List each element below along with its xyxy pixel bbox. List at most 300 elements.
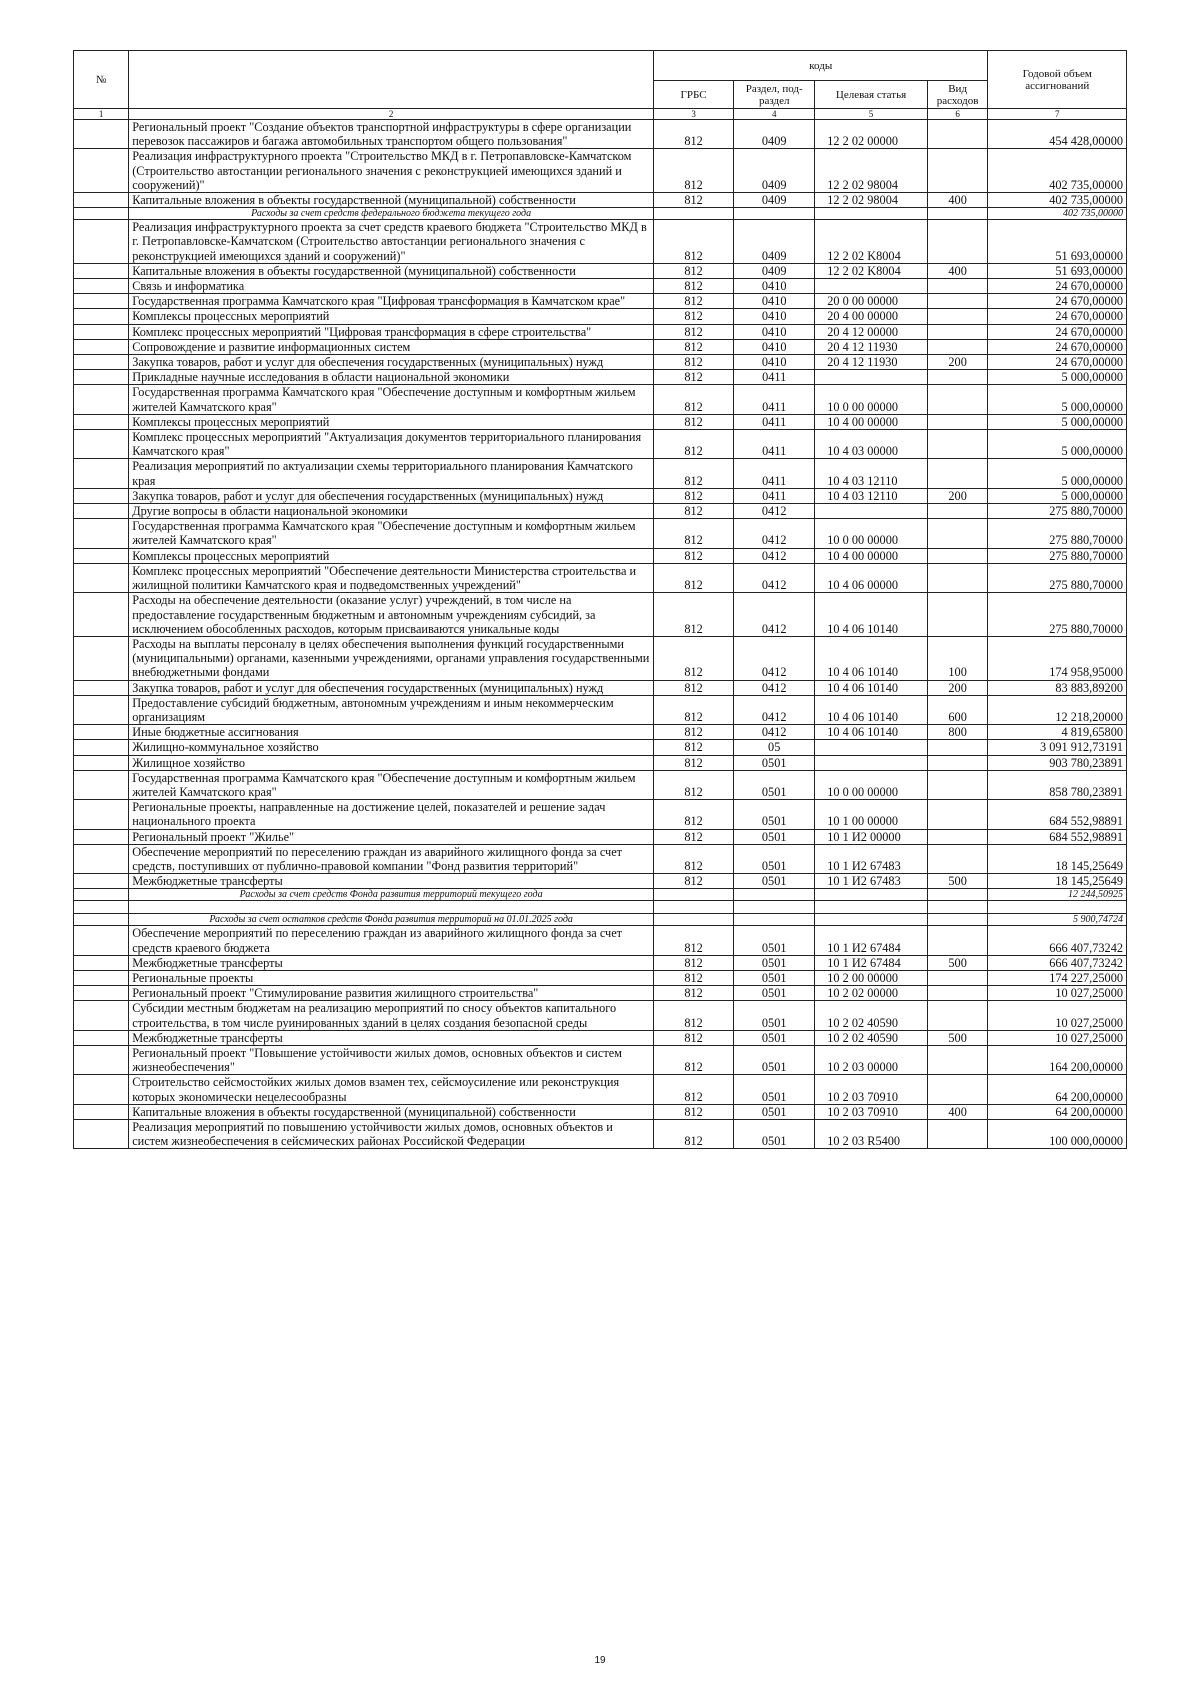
grbs-code-cell: 812	[654, 488, 734, 503]
expense-type-cell	[927, 926, 988, 955]
target-article-cell: 10 4 03 12110	[815, 488, 928, 503]
row-number-cell	[74, 459, 129, 488]
target-article-cell: 10 1 И2 67483	[815, 874, 928, 889]
grbs-code-cell: 812	[654, 1030, 734, 1045]
row-number-cell	[74, 740, 129, 755]
table-row	[74, 829, 1127, 844]
section-code-cell: 0411	[734, 370, 815, 385]
grbs-code-cell: 812	[654, 504, 734, 519]
row-number-cell	[74, 193, 129, 208]
row-number-cell	[74, 324, 129, 339]
target-article-cell: 10 0 00 00000	[815, 519, 928, 548]
annual-amount-cell: 174 227,25000	[988, 970, 1127, 985]
annual-amount-cell: 275 880,70000	[988, 563, 1127, 592]
target-article-cell: 10 2 03 00000	[815, 1045, 928, 1074]
expense-type-cell	[927, 414, 988, 429]
row-number-cell	[74, 970, 129, 985]
header-index: 7	[988, 109, 1127, 120]
expense-type-cell: 400	[927, 193, 988, 208]
expense-name-cell: Государственная программа Камчатского края "Обеспечение доступным и комфортным жильем жителей Камчатского края"	[129, 770, 654, 799]
annual-amount-cell: 83 883,89200	[988, 680, 1127, 695]
target-article-cell	[815, 889, 928, 901]
section-code-cell: 0412	[734, 519, 815, 548]
expense-name-cell: Капитальные вложения в объекты государственной (муниципальной) собственности	[129, 1104, 654, 1119]
table-row	[74, 926, 1127, 955]
grbs-code-cell: 812	[654, 829, 734, 844]
table-row	[74, 970, 1127, 985]
section-code-cell	[734, 208, 815, 220]
table-row	[74, 519, 1127, 548]
expense-type-cell: 500	[927, 874, 988, 889]
grbs-code-cell	[654, 889, 734, 901]
expense-name-cell: Жилищное хозяйство	[129, 755, 654, 770]
expense-type-cell	[927, 1075, 988, 1104]
target-article-cell: 10 1 И2 67483	[815, 844, 928, 873]
expense-name-cell: Закупка товаров, работ и услуг для обеспечения государственных (муниципальных) нужд	[129, 680, 654, 695]
section-code-cell: 0501	[734, 755, 815, 770]
table-row	[74, 149, 1127, 193]
table-row	[74, 488, 1127, 503]
expense-type-cell	[927, 970, 988, 985]
section-code-cell: 0501	[734, 800, 815, 829]
annual-amount-cell: 5 000,00000	[988, 459, 1127, 488]
section-code-cell: 0410	[734, 355, 815, 370]
row-number-cell	[74, 755, 129, 770]
section-code-cell: 0412	[734, 548, 815, 563]
section-code-cell: 0410	[734, 309, 815, 324]
table-row	[74, 680, 1127, 695]
target-article-cell: 20 4 00 00000	[815, 309, 928, 324]
expense-name-cell: Капитальные вложения в объекты государственной (муниципальной) собственности	[129, 263, 654, 278]
expense-name-cell: Реализация мероприятий по повышению устойчивости жилых домов, основных объектов и систем жизнеобеспечения в сейсмических районах Российской Федерации	[129, 1120, 654, 1149]
annual-amount-cell: 24 670,00000	[988, 309, 1127, 324]
target-article-cell: 10 4 00 00000	[815, 414, 928, 429]
expense-type-cell	[927, 901, 988, 914]
section-code-cell: 0412	[734, 695, 815, 724]
annual-amount-cell: 18 145,25649	[988, 874, 1127, 889]
grbs-code-cell: 812	[654, 955, 734, 970]
grbs-code-cell: 812	[654, 193, 734, 208]
header-index: 3	[654, 109, 734, 120]
section-code-cell: 0410	[734, 294, 815, 309]
table-row	[74, 324, 1127, 339]
row-number-cell	[74, 1075, 129, 1104]
expense-name-cell: Государственная программа Камчатского края "Обеспечение доступным и комфортным жильем жителей Камчатского края"	[129, 385, 654, 414]
section-code-cell: 0411	[734, 385, 815, 414]
target-article-cell: 10 1 00 00000	[815, 800, 928, 829]
expense-type-cell	[927, 208, 988, 220]
expense-name-cell: Комплекс процессных мероприятий "Обеспечение деятельности Министерства строительства и жилищной политики Камчатского края и подведомственных учреждений"	[129, 563, 654, 592]
section-code-cell: 0410	[734, 279, 815, 294]
section-code-cell: 0501	[734, 970, 815, 985]
row-number-cell	[74, 414, 129, 429]
row-number-cell	[74, 208, 129, 220]
grbs-code-cell	[654, 914, 734, 926]
annual-amount-cell: 4 819,65800	[988, 725, 1127, 740]
expense-type-cell	[927, 149, 988, 193]
expense-name-cell: Региональный проект "Стимулирование развития жилищного строительства"	[129, 986, 654, 1001]
expense-name-cell: Государственная программа Камчатского края "Обеспечение доступным и комфортным жильем жителей Камчатского края"	[129, 519, 654, 548]
expense-type-cell	[927, 1045, 988, 1074]
section-code-cell: 0409	[734, 120, 815, 149]
expense-type-cell: 200	[927, 680, 988, 695]
row-number-cell	[74, 519, 129, 548]
table-row	[74, 309, 1127, 324]
row-number-cell	[74, 563, 129, 592]
expense-type-cell	[927, 755, 988, 770]
table-row	[74, 355, 1127, 370]
row-number-cell	[74, 680, 129, 695]
row-number-cell	[74, 901, 129, 914]
row-number-cell	[74, 504, 129, 519]
expense-name-cell: Субсидии местным бюджетам на реализацию мероприятий по сносу объектов капитального строительства, в том числе руинированных зданий в целях создания безопасной среды	[129, 1001, 654, 1030]
section-code-cell: 0412	[734, 563, 815, 592]
table-row	[74, 263, 1127, 278]
grbs-code-cell: 812	[654, 874, 734, 889]
expense-name-cell: Региональные проекты	[129, 970, 654, 985]
row-number-cell	[74, 593, 129, 637]
grbs-code-cell: 812	[654, 1120, 734, 1149]
row-number-cell	[74, 874, 129, 889]
table-row	[74, 385, 1127, 414]
grbs-code-cell: 812	[654, 414, 734, 429]
table-row	[74, 725, 1127, 740]
table-row	[74, 800, 1127, 829]
target-article-cell: 10 4 06 00000	[815, 563, 928, 592]
row-number-cell	[74, 309, 129, 324]
target-article-cell: 10 1 И2 00000	[815, 829, 928, 844]
annual-amount-cell: 275 880,70000	[988, 519, 1127, 548]
annual-amount-cell: 5 000,00000	[988, 385, 1127, 414]
target-article-cell: 10 4 06 10140	[815, 593, 928, 637]
table-row	[74, 1001, 1127, 1030]
row-number-cell	[74, 339, 129, 354]
row-number-cell	[74, 1030, 129, 1045]
section-code-cell: 0411	[734, 430, 815, 459]
expense-name-cell: Расходы за счет остатков средств Фонда развития территорий на 01.01.2025 года	[129, 914, 654, 926]
row-number-cell	[74, 220, 129, 264]
table-row	[74, 1045, 1127, 1074]
expense-type-cell: 800	[927, 725, 988, 740]
target-article-cell: 10 2 02 40590	[815, 1001, 928, 1030]
section-code-cell: 0411	[734, 459, 815, 488]
expense-name-cell: Комплексы процессных мероприятий	[129, 548, 654, 563]
expense-type-cell	[927, 829, 988, 844]
annual-amount-cell: 24 670,00000	[988, 324, 1127, 339]
header-index-row	[74, 109, 1127, 120]
grbs-code-cell: 812	[654, 695, 734, 724]
grbs-code-cell: 812	[654, 770, 734, 799]
table-header	[74, 51, 1127, 120]
expense-name-cell: Региональный проект "Повышение устойчивости жилых домов, основных объектов и систем жизнеобеспечения"	[129, 1045, 654, 1074]
section-code-cell: 0501	[734, 926, 815, 955]
expense-type-cell	[927, 914, 988, 926]
row-number-cell	[74, 120, 129, 149]
expense-type-cell	[927, 370, 988, 385]
annual-amount-cell: 402 735,00000	[988, 149, 1127, 193]
target-article-cell: 12 2 02 K8004	[815, 220, 928, 264]
expense-name-cell: Предоставление субсидий бюджетным, автономным учреждениям и иным некоммерческим организациям	[129, 695, 654, 724]
grbs-code-cell: 812	[654, 120, 734, 149]
section-code-cell	[734, 901, 815, 914]
target-article-cell	[815, 504, 928, 519]
expense-type-cell	[927, 519, 988, 548]
expense-type-cell	[927, 339, 988, 354]
target-article-cell	[815, 901, 928, 914]
target-article-cell: 10 2 03 70910	[815, 1075, 928, 1104]
table-row	[74, 120, 1127, 149]
target-article-cell: 10 4 03 00000	[815, 430, 928, 459]
expense-name-cell: Региональный проект "Создание объектов транспортной инфраструктуры в сфере организации перевозок пассажиров и багажа автомобильных транспортом общего пользования"	[129, 120, 654, 149]
annual-amount-cell: 24 670,00000	[988, 355, 1127, 370]
row-number-cell	[74, 636, 129, 680]
expense-name-cell: Реализация мероприятий по актуализации схемы территориального планирования Камчатского края	[129, 459, 654, 488]
grbs-code-cell: 812	[654, 844, 734, 873]
table-row	[74, 874, 1127, 889]
expense-name-cell: Сопровождение и развитие информационных систем	[129, 339, 654, 354]
annual-amount-cell: 275 880,70000	[988, 548, 1127, 563]
header-index: 1	[74, 109, 129, 120]
row-number-cell	[74, 355, 129, 370]
table-row	[74, 548, 1127, 563]
section-code-cell: 0501	[734, 874, 815, 889]
expense-type-cell	[927, 986, 988, 1001]
grbs-code-cell: 812	[654, 563, 734, 592]
header-annual: Годовой объем ассигнований	[988, 51, 1127, 109]
expense-name-cell: Прикладные научные исследования в области национальной экономики	[129, 370, 654, 385]
expense-type-cell	[927, 279, 988, 294]
header-index: 2	[129, 109, 654, 120]
row-number-cell	[74, 829, 129, 844]
section-code-cell: 0412	[734, 504, 815, 519]
expense-name-cell: Региональный проект "Жилье"	[129, 829, 654, 844]
target-article-cell: 10 2 02 00000	[815, 986, 928, 1001]
expense-name-cell: Межбюджетные трансферты	[129, 874, 654, 889]
target-article-cell: 20 0 00 00000	[815, 294, 928, 309]
expense-type-cell	[927, 1120, 988, 1149]
table-row	[74, 414, 1127, 429]
annual-amount-cell: 10 027,25000	[988, 1001, 1127, 1030]
annual-amount-cell: 684 552,98891	[988, 829, 1127, 844]
note-row	[74, 208, 1127, 220]
grbs-code-cell: 812	[654, 593, 734, 637]
grbs-code-cell: 812	[654, 986, 734, 1001]
section-code-cell: 0501	[734, 844, 815, 873]
annual-amount-cell: 666 407,73242	[988, 926, 1127, 955]
expense-type-cell	[927, 220, 988, 264]
annual-amount-cell: 10 027,25000	[988, 986, 1127, 1001]
expense-type-cell	[927, 800, 988, 829]
expense-name-cell: Комплекс процессных мероприятий "Цифровая трансформация в сфере строительства"	[129, 324, 654, 339]
target-article-cell: 20 4 12 11930	[815, 355, 928, 370]
annual-amount-cell: 100 000,00000	[988, 1120, 1127, 1149]
table-row	[74, 986, 1127, 1001]
annual-amount-cell: 164 200,00000	[988, 1045, 1127, 1074]
table-row	[74, 193, 1127, 208]
spacer-row	[74, 901, 1127, 914]
grbs-code-cell: 812	[654, 740, 734, 755]
expense-type-cell	[927, 740, 988, 755]
expense-name-cell: Жилищно-коммунальное хозяйство	[129, 740, 654, 755]
annual-amount-cell: 454 428,00000	[988, 120, 1127, 149]
note-row	[74, 889, 1127, 901]
annual-amount-cell: 5 000,00000	[988, 488, 1127, 503]
section-code-cell: 0501	[734, 1030, 815, 1045]
expense-type-cell	[927, 1001, 988, 1030]
target-article-cell: 10 1 И2 67484	[815, 955, 928, 970]
grbs-code-cell	[654, 208, 734, 220]
expense-type-cell	[927, 294, 988, 309]
annual-amount-cell: 24 670,00000	[988, 294, 1127, 309]
table-row	[74, 844, 1127, 873]
expense-type-cell	[927, 844, 988, 873]
expense-type-cell	[927, 324, 988, 339]
annual-amount-cell: 5 000,00000	[988, 430, 1127, 459]
annual-amount-cell: 18 145,25649	[988, 844, 1127, 873]
table-row	[74, 370, 1127, 385]
expense-type-cell: 500	[927, 955, 988, 970]
target-article-cell	[815, 740, 928, 755]
section-code-cell: 0409	[734, 220, 815, 264]
target-article-cell: 10 4 06 10140	[815, 695, 928, 724]
header-index: 5	[815, 109, 928, 120]
target-article-cell	[815, 208, 928, 220]
section-code-cell: 0409	[734, 263, 815, 278]
target-article-cell: 10 0 00 00000	[815, 385, 928, 414]
grbs-code-cell: 812	[654, 324, 734, 339]
section-code-cell	[734, 889, 815, 901]
annual-amount-cell	[988, 901, 1127, 914]
header-codes: коды	[654, 51, 988, 81]
grbs-code-cell: 812	[654, 220, 734, 264]
target-article-cell: 20 4 12 11930	[815, 339, 928, 354]
expense-type-cell	[927, 889, 988, 901]
header-type: Вид расходов	[927, 81, 988, 109]
row-number-cell	[74, 370, 129, 385]
row-number-cell	[74, 1001, 129, 1030]
annual-amount-cell: 275 880,70000	[988, 504, 1127, 519]
expense-name-cell	[129, 901, 654, 914]
expense-name-cell: Расходы на обеспечение деятельности (оказание услуг) учреждений, в том числе на предоставление государственным бюджетным и автономным учреждениям субсидий, за исключением обособленных расходов, которым присваиваются уникальные коды	[129, 593, 654, 637]
expense-name-cell: Комплекс процессных мероприятий "Актуализация документов территориального планирования Камчатского края"	[129, 430, 654, 459]
header-grbs: ГРБС	[654, 81, 734, 109]
row-number-cell	[74, 548, 129, 563]
table-row	[74, 770, 1127, 799]
note-row	[74, 914, 1127, 926]
annual-amount-cell: 5 900,74724	[988, 914, 1127, 926]
expense-name-cell: Расходы за счет средств Фонда развития территорий текущего года	[129, 889, 654, 901]
row-number-cell	[74, 488, 129, 503]
annual-amount-cell: 275 880,70000	[988, 593, 1127, 637]
annual-amount-cell: 174 958,95000	[988, 636, 1127, 680]
section-code-cell: 0501	[734, 829, 815, 844]
section-code-cell: 0412	[734, 593, 815, 637]
annual-amount-cell: 64 200,00000	[988, 1104, 1127, 1119]
expense-name-cell: Межбюджетные трансферты	[129, 955, 654, 970]
section-code-cell: 0411	[734, 414, 815, 429]
expense-name-cell: Межбюджетные трансферты	[129, 1030, 654, 1045]
annual-amount-cell: 12 244,50925	[988, 889, 1127, 901]
row-number-cell	[74, 926, 129, 955]
target-article-cell: 10 2 03 R5400	[815, 1120, 928, 1149]
target-article-cell	[815, 370, 928, 385]
expense-name-cell: Расходы за счет средств федерального бюджета текущего года	[129, 208, 654, 220]
section-code-cell: 05	[734, 740, 815, 755]
target-article-cell: 12 2 02 K8004	[815, 263, 928, 278]
expense-type-cell	[927, 548, 988, 563]
expense-type-cell: 200	[927, 355, 988, 370]
table-row	[74, 593, 1127, 637]
target-article-cell: 10 2 00 00000	[815, 970, 928, 985]
grbs-code-cell: 812	[654, 548, 734, 563]
expense-name-cell: Региональные проекты, направленные на достижение целей, показателей и решение задач национального проекта	[129, 800, 654, 829]
grbs-code-cell: 812	[654, 1001, 734, 1030]
annual-amount-cell: 10 027,25000	[988, 1030, 1127, 1045]
grbs-code-cell: 812	[654, 725, 734, 740]
grbs-code-cell: 812	[654, 279, 734, 294]
row-number-cell	[74, 1104, 129, 1119]
row-number-cell	[74, 263, 129, 278]
grbs-code-cell: 812	[654, 926, 734, 955]
target-article-cell: 12 2 02 98004	[815, 149, 928, 193]
row-number-cell	[74, 430, 129, 459]
annual-amount-cell: 5 000,00000	[988, 370, 1127, 385]
header-target: Целевая статья	[815, 81, 928, 109]
row-number-cell	[74, 149, 129, 193]
page-number: 19	[594, 1655, 606, 1666]
header-index: 6	[927, 109, 988, 120]
row-number-cell	[74, 385, 129, 414]
header-name	[129, 51, 654, 109]
section-code-cell: 0412	[734, 680, 815, 695]
grbs-code-cell: 812	[654, 636, 734, 680]
row-number-cell	[74, 695, 129, 724]
table-row	[74, 294, 1127, 309]
annual-amount-cell: 666 407,73242	[988, 955, 1127, 970]
target-article-cell: 12 2 02 00000	[815, 120, 928, 149]
expense-name-cell: Расходы на выплаты персоналу в целях обеспечения выполнения функций государственными (муниципальными) органами, казенными учреждениями, органами управления государственными внебюджетными фондами	[129, 636, 654, 680]
grbs-code-cell: 812	[654, 1104, 734, 1119]
annual-amount-cell: 5 000,00000	[988, 414, 1127, 429]
expense-name-cell: Обеспечение мероприятий по переселению граждан из аварийного жилищного фонда за счет средств краевого бюджета	[129, 926, 654, 955]
annual-amount-cell: 402 735,00000	[988, 208, 1127, 220]
table-row	[74, 279, 1127, 294]
grbs-code-cell: 812	[654, 385, 734, 414]
section-code-cell: 0410	[734, 339, 815, 354]
section-code-cell: 0409	[734, 193, 815, 208]
table-row	[74, 430, 1127, 459]
target-article-cell: 10 2 02 40590	[815, 1030, 928, 1045]
annual-amount-cell: 858 780,23891	[988, 770, 1127, 799]
annual-amount-cell: 51 693,00000	[988, 263, 1127, 278]
row-number-cell	[74, 800, 129, 829]
table-row	[74, 636, 1127, 680]
table-row	[74, 220, 1127, 264]
target-article-cell: 10 4 00 00000	[815, 548, 928, 563]
expense-name-cell: Закупка товаров, работ и услуг для обеспечения государственных (муниципальных) нужд	[129, 355, 654, 370]
table-row	[74, 1120, 1127, 1149]
header-num: №	[74, 51, 129, 109]
section-code-cell: 0411	[734, 488, 815, 503]
target-article-cell	[815, 755, 928, 770]
expense-name-cell: Обеспечение мероприятий по переселению граждан из аварийного жилищного фонда за счет средств, поступивших от публично-правовой компании "Фонд развития территорий"	[129, 844, 654, 873]
expense-name-cell: Другие вопросы в области национальной экономики	[129, 504, 654, 519]
expense-type-cell	[927, 563, 988, 592]
grbs-code-cell: 812	[654, 355, 734, 370]
expense-name-cell: Комплексы процессных мероприятий	[129, 309, 654, 324]
row-number-cell	[74, 914, 129, 926]
expense-name-cell: Капитальные вложения в объекты государственной (муниципальной) собственности	[129, 193, 654, 208]
